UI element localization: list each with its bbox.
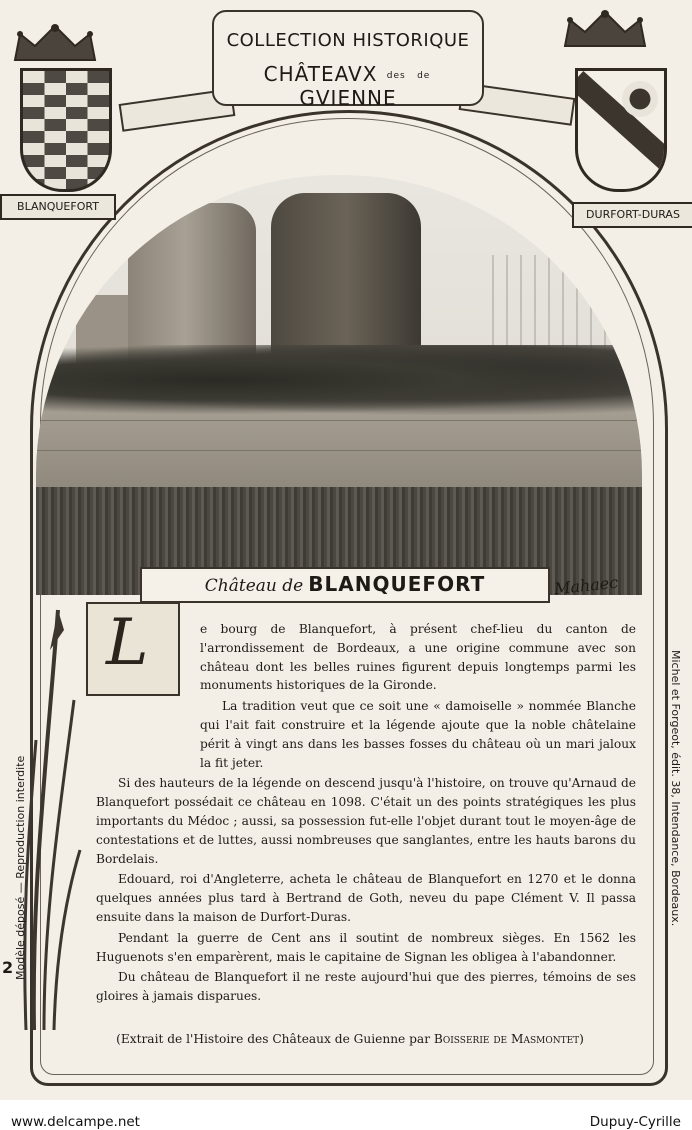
paragraph-1: e bourg de Blanquefort, à présent chef-lieu du canton de l'arrondissement de Bordeaux, a une origine commune avec son château dont les belles ruines figurent depuis longtemps parmi les monuments historiques de la Gironde. [200,622,636,693]
footer-seller-name: Dupuy-Cyrille [589,1114,681,1130]
castle-tower-right [271,193,421,363]
banner-durfort-duras: DURFORT-DURAS [572,202,692,228]
crown-left-icon [10,22,100,62]
paragraph-6: Du château de Blanquefort il ne reste aujourd'hui que des pierres, témoins de ses gloires à jamais disparues. [96,970,636,1004]
header-small-de: de [417,70,431,81]
citation-prefix: (Extrait de l'Histoire des Châteaux de Guienne par [116,1032,431,1046]
card-number: 2 [2,958,14,977]
blanquefort-coat-of-arms [20,68,112,192]
title-name: BLANQUEFORT [308,572,486,596]
castle-photograph [36,175,642,595]
paragraph-3: Si des hauteurs de la légende on descend jusqu'à l'histoire, on trouve qu'Arnaud de Blanquefort possédait ce château en 1098. C'était un des points stratégiques les plus importants du Médoc ; aussi, sa possession fut-elle l'objet durant tout le moyen-âge de contestations et de luttes, aussi nombreuses que sanglantes, entre les hauts barons du Bordelais. [96,776,636,866]
ivy-foliage [36,345,642,415]
banner-blanquefort: BLANQUEFORT [0,194,116,220]
header-line-1: COLLECTION HISTORIQUE [226,30,470,51]
publisher-imprint: Michel et Forgeot, édit. 38, Intendance, Bordeaux. [669,650,682,927]
header-word-guienne: GVIENNE [299,86,397,110]
header-word-chateaux: CHÂTEAVX [263,62,378,86]
title-prefix: Château de [204,576,304,596]
artist-signature: Mahaec [553,572,620,599]
body-text [96,620,636,1008]
paragraph-2: La tradition veut que ce soit une « damoiselle » nommée Blanche qui l'ait fait construire et la légende ajoute que la noble châtelaine périt à vingt ans dans les basses fosses du château où un mari jaloux la fit jeter. [200,699,636,770]
header-line-2 [214,62,482,110]
paragraph-4: Edouard, roi d'Angleterre, acheta le château de Blanquefort en 1270 et le donna quelques années plus tard à Bertrand de Goth, neveu du pape Clément V. Il passa ensuite dans la maison de Durfort-Duras. [96,872,636,924]
lion-icon [622,81,658,117]
header-cartouche [212,10,484,110]
footer-site-link[interactable]: www.delcampe.net [11,1114,140,1130]
dropcap-letter: L [106,606,149,680]
copyright-notice: Modèle déposé — Reproduction interdite [14,755,27,980]
citation-author: Boisserie de Masmontet [433,1032,580,1046]
header-small-des: des [386,70,406,81]
title-plaque [140,567,550,603]
crown-right-icon [560,8,650,48]
durfort-duras-coat-of-arms [575,68,667,192]
source-citation [60,1032,640,1046]
citation-suffix: ) [579,1032,584,1046]
paragraph-5: Pendant la guerre de Cent ans il soutint de nombreux sièges. En 1562 les Huguenots s'en emparèrent, mais le capitaine de Signan les obligea à l'abandonner. [96,930,636,964]
